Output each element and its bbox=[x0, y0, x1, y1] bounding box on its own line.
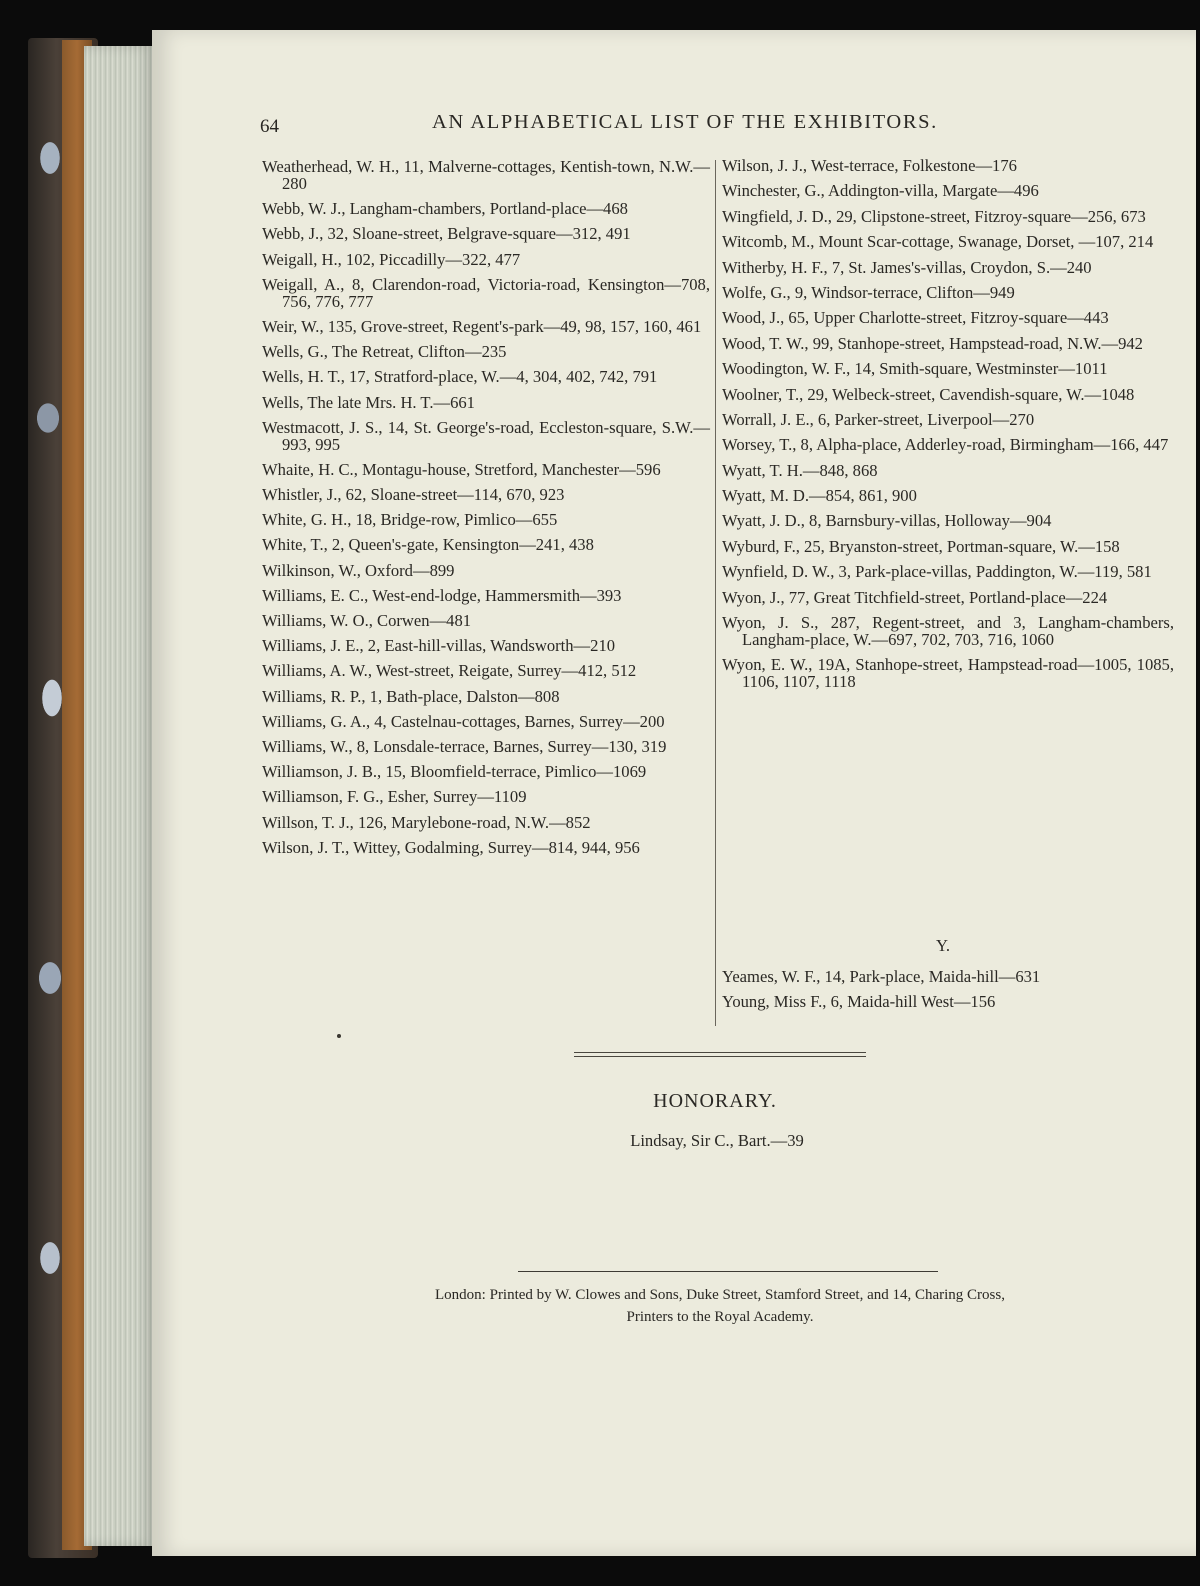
exhibitor-entry: Weigall, H., 102, Piccadilly—322, 477 bbox=[262, 249, 521, 269]
honorary-entry: Lindsay, Sir C., Bart.—39 bbox=[630, 1131, 804, 1150]
exhibitor-entry: Williams, G. A., 4, Castelnau-cottages, Barnes, Surrey—200 bbox=[262, 711, 665, 731]
exhibitor-entry: Willson, T. J., 126, Marylebone-road, N.W.—852 bbox=[262, 812, 591, 832]
column-divider bbox=[715, 160, 716, 1026]
section-double-rule bbox=[574, 1052, 866, 1057]
exhibitor-entry: Woolner, T., 29, Welbeck-street, Cavendish-square, W.—1048 bbox=[722, 384, 1135, 404]
exhibitor-entry: Williamson, F. G., Esher, Surrey—1109 bbox=[262, 787, 527, 807]
exhibitor-entry: Wyon, J., 77, Great Titchfield-street, Portland-place—224 bbox=[722, 587, 1108, 607]
right-column bbox=[722, 157, 1174, 699]
exhibitor-entry: Webb, W. J., Langham-chambers, Portland-place—468 bbox=[262, 199, 628, 219]
section-y-entries bbox=[722, 968, 1174, 1018]
ink-speck bbox=[337, 1034, 341, 1038]
exhibitor-entry: Yeames, W. F., 14, Park-place, Maida-hill—631 bbox=[722, 967, 1041, 986]
exhibitor-entry: Williamson, J. B., 15, Bloomfield-terrace, Pimlico—1069 bbox=[262, 762, 647, 782]
exhibitor-entry: Young, Miss F., 6, Maida-hill West—156 bbox=[722, 992, 996, 1012]
exhibitor-entry: Wolfe, G., 9, Windsor-terrace, Clifton—949 bbox=[722, 282, 1015, 302]
exhibitor-entry: Wilkinson, W., Oxford—899 bbox=[262, 560, 455, 580]
exhibitor-entry: Williams, R. P., 1, Bath-place, Dalston—808 bbox=[262, 686, 560, 706]
exhibitor-entry: Worsey, T., 8, Alpha-place, Adderley-road, Birmingham—166, 447 bbox=[722, 435, 1169, 455]
exhibitor-entry: Wyatt, M. D.—854, 861, 900 bbox=[722, 486, 917, 506]
exhibitor-entry: Wilson, J. J., West-terrace, Folkestone—176 bbox=[722, 156, 1017, 175]
exhibitor-entry: Wynfield, D. W., 3, Park-place-villas, Paddington, W.—119, 581 bbox=[722, 562, 1152, 582]
exhibitor-entry: Wells, H. T., 17, Stratford-place, W.—4, 304, 402, 742, 791 bbox=[262, 367, 658, 387]
exhibitor-entry: Williams, W. O., Corwen—481 bbox=[262, 611, 472, 630]
exhibitor-entry: White, G. H., 18, Bridge-row, Pimlico—655 bbox=[262, 510, 558, 530]
exhibitor-entry: Williams, W., 8, Lonsdale-terrace, Barnes, Surrey—130, 319 bbox=[262, 736, 667, 756]
exhibitor-entry: Wilson, J. T., Wittey, Godalming, Surrey—814, 944, 956 bbox=[262, 837, 640, 857]
printer-imprint-line-1: London: Printed by W. Clowes and Sons, Duke Street, Stamford Street, and 14, Charing Cross, bbox=[435, 1287, 1005, 1303]
running-title: AN ALPHABETICAL LIST OF THE EXHIBITORS. bbox=[432, 111, 938, 133]
exhibitor-entry: Williams, A. W., West-street, Reigate, Surrey—412, 512 bbox=[262, 661, 637, 681]
page-number: 64 bbox=[260, 116, 279, 137]
exhibitor-entry: Weatherhead, W. H., 11, Malverne-cottages, Kentish-town, N.W.—280 bbox=[262, 157, 710, 193]
footer-rule bbox=[518, 1271, 938, 1272]
exhibitor-entry: Weir, W., 135, Grove-street, Regent's-park—49, 98, 157, 160, 461 bbox=[262, 316, 702, 336]
exhibitor-entry: Wingfield, J. D., 29, Clipstone-street, Fitzroy-square—256, 673 bbox=[722, 206, 1146, 226]
exhibitor-entry: Wyon, J. S., 287, Regent-street, and 3, Langham-chambers, Langham-place, W.—697, 702, 703, 716, 1060 bbox=[722, 613, 1174, 650]
exhibitor-entry: Worrall, J. E., 6, Parker-street, Liverpool—270 bbox=[722, 409, 1035, 429]
exhibitor-entry: Witcomb, M., Mount Scar-cottage, Swanage, Dorset, —107, 214 bbox=[722, 232, 1154, 252]
exhibitor-entry: White, T., 2, Queen's-gate, Kensington—241, 438 bbox=[262, 535, 594, 555]
exhibitor-entry: Wyatt, T. H.—848, 868 bbox=[722, 460, 878, 480]
exhibitor-entry: Wyatt, J. D., 8, Barnsbury-villas, Holloway—904 bbox=[722, 511, 1052, 531]
exhibitor-entry: Westmacott, J. S., 14, St. George's-road, Eccleston-square, S.W.—993, 995 bbox=[262, 417, 710, 454]
exhibitor-entry: Wells, The late Mrs. H. T.—661 bbox=[262, 392, 475, 412]
exhibitor-entry: Wells, G., The Retreat, Clifton—235 bbox=[262, 342, 507, 362]
exhibitor-entry: Witherby, H. F., 7, St. James's-villas, Croydon, S.—240 bbox=[722, 257, 1092, 277]
exhibitor-entry: Whaite, H. C., Montagu-house, Stretford, Manchester—596 bbox=[262, 459, 661, 479]
exhibitor-entry: Webb, J., 32, Sloane-street, Belgrave-square—312, 491 bbox=[262, 224, 631, 244]
exhibitor-entry: Weigall, A., 8, Clarendon-road, Victoria-road, Kensington—708, 756, 776, 777 bbox=[262, 274, 710, 311]
exhibitor-entry: Williams, E. C., West-end-lodge, Hammersmith—393 bbox=[262, 585, 622, 605]
honorary-heading: HONORARY. bbox=[653, 1090, 777, 1112]
exhibitor-entry: Wood, J., 65, Upper Charlotte-street, Fitzroy-square—443 bbox=[722, 308, 1109, 328]
exhibitor-entry: Williams, J. E., 2, East-hill-villas, Wandsworth—210 bbox=[262, 636, 616, 656]
exhibitor-entry: Wood, T. W., 99, Stanhope-street, Hampstead-road, N.W.—942 bbox=[722, 333, 1143, 353]
exhibitor-entry: Whistler, J., 62, Sloane-street—114, 670, 923 bbox=[262, 485, 565, 505]
exhibitor-entry: Woodington, W. F., 14, Smith-square, Westminster—1011 bbox=[722, 359, 1108, 379]
exhibitor-entry: Wyon, E. W., 19A, Stanhope-street, Hampstead-road—1005, 1085, 1106, 1107, 1118 bbox=[722, 655, 1174, 692]
exhibitor-entry: Wyburd, F., 25, Bryanston-street, Portman-square, W.—158 bbox=[722, 536, 1120, 556]
exhibitor-entry: Winchester, G., Addington-villa, Margate—496 bbox=[722, 181, 1039, 201]
printer-imprint-line-2: Printers to the Royal Academy. bbox=[626, 1309, 814, 1325]
section-letter-y: Y. bbox=[936, 936, 950, 955]
left-column bbox=[262, 158, 710, 864]
